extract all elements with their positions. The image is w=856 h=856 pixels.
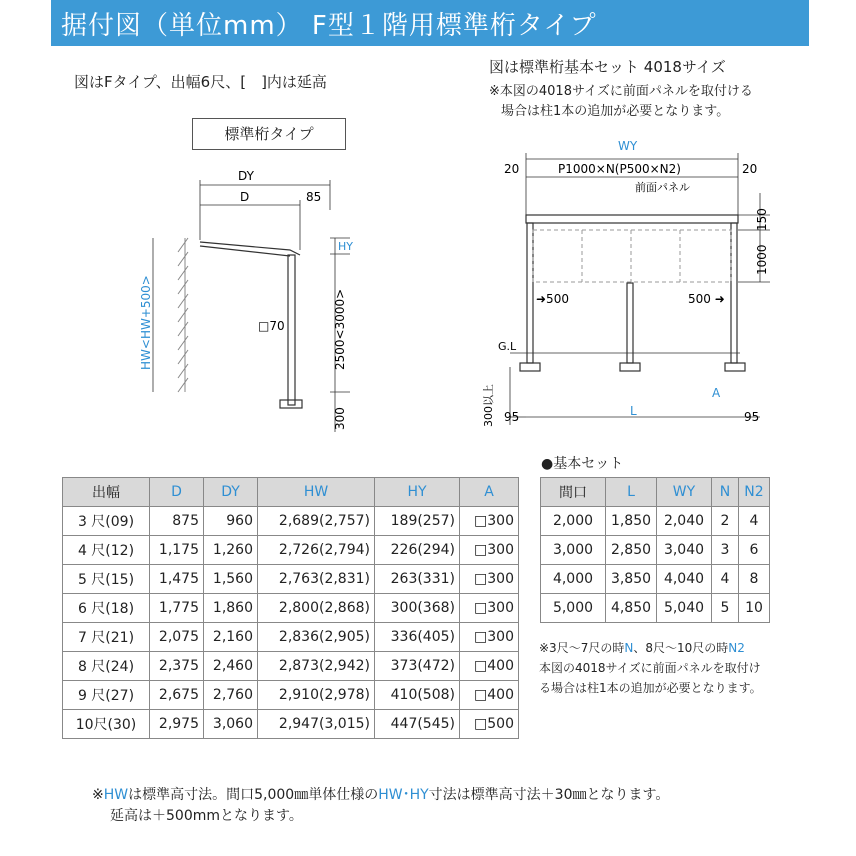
- footnote-text: は標準高寸法。間口5,000㎜単体仕様の: [128, 787, 379, 803]
- table-row: [63, 710, 519, 739]
- cell: 4,850: [606, 594, 657, 623]
- cell: 1,175: [150, 536, 204, 565]
- table-row: [63, 681, 519, 710]
- label-over-300: 300以上: [482, 384, 495, 427]
- front-base-right: [725, 363, 745, 371]
- header-hw: HW: [258, 478, 375, 507]
- front-base-left: [520, 363, 540, 371]
- dimension-table: [62, 477, 519, 739]
- label-right-95: 95: [744, 410, 760, 424]
- footnote-mark: ※: [92, 787, 104, 803]
- label-300: 300: [333, 407, 347, 430]
- cell: 10尺(30): [63, 710, 150, 739]
- basic-set-label: ●基本セット: [541, 456, 624, 472]
- cell: 5 尺(15): [63, 565, 150, 594]
- table-row: [63, 594, 519, 623]
- cell: 263(331): [375, 565, 460, 594]
- header-a: A: [460, 478, 519, 507]
- cell: 3 尺(09): [63, 507, 150, 536]
- label-dy: DY: [238, 169, 254, 183]
- front-base-middle: [620, 363, 640, 371]
- front-view-note-sub2: 場合は柱1本の追加が必要となります。: [501, 104, 730, 119]
- header-wy: WY: [657, 478, 712, 507]
- cell: 2,873(2,942): [258, 652, 375, 681]
- basic-set-table: [540, 477, 770, 623]
- cell: □400: [460, 652, 519, 681]
- cell: 4 尺(12): [63, 536, 150, 565]
- cell: 1,475: [150, 565, 204, 594]
- cell: 226(294): [375, 536, 460, 565]
- cell: 2,726(2,794): [258, 536, 375, 565]
- header-projection: 出幅: [63, 478, 150, 507]
- front-post-left: [527, 223, 533, 363]
- label-panel: 前面パネル: [635, 181, 690, 194]
- cell: 2,000: [541, 507, 606, 536]
- footnote-n: N: [624, 641, 634, 655]
- cell: 2,850: [606, 536, 657, 565]
- label-left-95: 95: [504, 410, 520, 424]
- header-n2: N2: [739, 478, 770, 507]
- table-header-row: [541, 478, 770, 507]
- cell: 2,910(2,978): [258, 681, 375, 710]
- cell: 447(545): [375, 710, 460, 739]
- table-header-row: [63, 478, 519, 507]
- label-d: D: [240, 190, 250, 204]
- cell: 1,850: [606, 507, 657, 536]
- right-footnote-line3: る場合は柱1本の追加が必要となります。: [539, 681, 762, 695]
- wall-hatch: [178, 238, 188, 392]
- label-gl: G.L: [498, 340, 517, 353]
- cell: 5: [712, 594, 739, 623]
- cell: 3,850: [606, 565, 657, 594]
- header-l: L: [606, 478, 657, 507]
- cell: 5,040: [657, 594, 712, 623]
- front-view-diagram: [470, 135, 790, 435]
- figure-note: 図はFタイプ、出幅6尺、[ ]内は延高: [74, 73, 327, 91]
- right-footnote-line2: 本図の4018サイズに前面パネルを取付け: [539, 661, 761, 675]
- label-left-500: ➜500: [536, 292, 569, 306]
- post-shape: [288, 255, 295, 405]
- cell: 1,860: [204, 594, 258, 623]
- cell: 10: [739, 594, 770, 623]
- cell: 4,000: [541, 565, 606, 594]
- bottom-footnote-line2: 延高は＋500mmとなります。: [110, 808, 303, 824]
- bottom-footnote-line1: [92, 784, 669, 804]
- label-post: □70: [258, 319, 285, 333]
- roof-underline: [200, 246, 290, 256]
- label-1000: 1000: [755, 244, 769, 275]
- header-hy: HY: [375, 478, 460, 507]
- label-85: 85: [306, 190, 322, 204]
- cell: 2,075: [150, 623, 204, 652]
- front-view-note-sub1: ※本図の4018サイズに前面パネルを取付ける: [489, 84, 753, 99]
- cell: □300: [460, 623, 519, 652]
- cell: 1,260: [204, 536, 258, 565]
- table-row: [63, 536, 519, 565]
- front-view-note: 図は標準桁基本セット 4018サイズ: [489, 58, 726, 76]
- cell: 410(508): [375, 681, 460, 710]
- footnote-text: ※3尺～7尺の時: [539, 641, 625, 655]
- label-hw: HW<HW+500>: [139, 275, 153, 370]
- cell: 373(472): [375, 652, 460, 681]
- front-beam: [526, 215, 738, 223]
- cell: 875: [150, 507, 204, 536]
- label-150: 150: [755, 208, 769, 231]
- label-right-500: 500 ➜: [688, 292, 725, 306]
- cell: 2,763(2,831): [258, 565, 375, 594]
- cell: 2,689(2,757): [258, 507, 375, 536]
- cell: 2,836(2,905): [258, 623, 375, 652]
- cell: 3,000: [541, 536, 606, 565]
- header-n: N: [712, 478, 739, 507]
- table-row: [541, 507, 770, 536]
- cell: 1,775: [150, 594, 204, 623]
- cell: 2,947(3,015): [258, 710, 375, 739]
- cell: □300: [460, 507, 519, 536]
- footnote-hwhy: HW･HY: [378, 787, 429, 803]
- cell: 189(257): [375, 507, 460, 536]
- cell: □300: [460, 594, 519, 623]
- side-view-diagram: [130, 160, 370, 440]
- footnote-n2: N2: [728, 641, 745, 655]
- cell: 6 尺(18): [63, 594, 150, 623]
- right-footnote-line1: [539, 639, 745, 656]
- cell: 960: [204, 507, 258, 536]
- table-row: [541, 565, 770, 594]
- table-row: [63, 507, 519, 536]
- label-left-20: 20: [504, 162, 520, 176]
- cell: 2,460: [204, 652, 258, 681]
- cell: 1,560: [204, 565, 258, 594]
- footnote-text: 、8尺～10尺の時: [633, 641, 729, 655]
- header-dy: DY: [204, 478, 258, 507]
- cell: 7 尺(21): [63, 623, 150, 652]
- table-row: [541, 536, 770, 565]
- label-pitch: P1000×N(P500×N2): [558, 162, 681, 176]
- cell: 2,675: [150, 681, 204, 710]
- label-a: A: [712, 386, 721, 400]
- cell: 4: [712, 565, 739, 594]
- table-row: [63, 565, 519, 594]
- cell: 8 尺(24): [63, 652, 150, 681]
- cell: 2,760: [204, 681, 258, 710]
- cell: □400: [460, 681, 519, 710]
- cell: 2,375: [150, 652, 204, 681]
- cell: 3,040: [657, 536, 712, 565]
- cell: 2: [712, 507, 739, 536]
- cell: 9 尺(27): [63, 681, 150, 710]
- header-frontage: 間口: [541, 478, 606, 507]
- table-row: [63, 652, 519, 681]
- type-label-box: 標準桁タイプ: [192, 118, 346, 150]
- label-2500: 2500<3000>: [333, 288, 347, 370]
- cell: □500: [460, 710, 519, 739]
- label-right-20: 20: [742, 162, 758, 176]
- page-title: 据付図（単位mm） F型１階用標準桁タイプ: [61, 11, 597, 41]
- post-base: [280, 400, 302, 408]
- cell: 336(405): [375, 623, 460, 652]
- cell: 6: [739, 536, 770, 565]
- cell: 300(368): [375, 594, 460, 623]
- cell: □300: [460, 536, 519, 565]
- cell: □300: [460, 565, 519, 594]
- cell: 2,975: [150, 710, 204, 739]
- cell: 3: [712, 536, 739, 565]
- front-post-right: [731, 223, 737, 363]
- cell: 2,160: [204, 623, 258, 652]
- label-wy: WY: [618, 139, 638, 153]
- front-post-middle: [627, 283, 633, 363]
- table-row: [541, 594, 770, 623]
- footnote-hw: HW: [103, 787, 129, 803]
- cell: 4,040: [657, 565, 712, 594]
- header-d: D: [150, 478, 204, 507]
- cell: 4: [739, 507, 770, 536]
- label-l: L: [630, 404, 637, 418]
- title-banner: [51, 0, 809, 46]
- label-hy: HY: [338, 240, 353, 253]
- front-panel-outline: [533, 230, 731, 282]
- cell: 2,800(2,868): [258, 594, 375, 623]
- table-row: [63, 623, 519, 652]
- roof-line: [200, 242, 300, 255]
- cell: 5,000: [541, 594, 606, 623]
- footnote-text: 寸法は標準高寸法＋30㎜となります。: [428, 787, 670, 803]
- cell: 2,040: [657, 507, 712, 536]
- cell: 3,060: [204, 710, 258, 739]
- cell: 8: [739, 565, 770, 594]
